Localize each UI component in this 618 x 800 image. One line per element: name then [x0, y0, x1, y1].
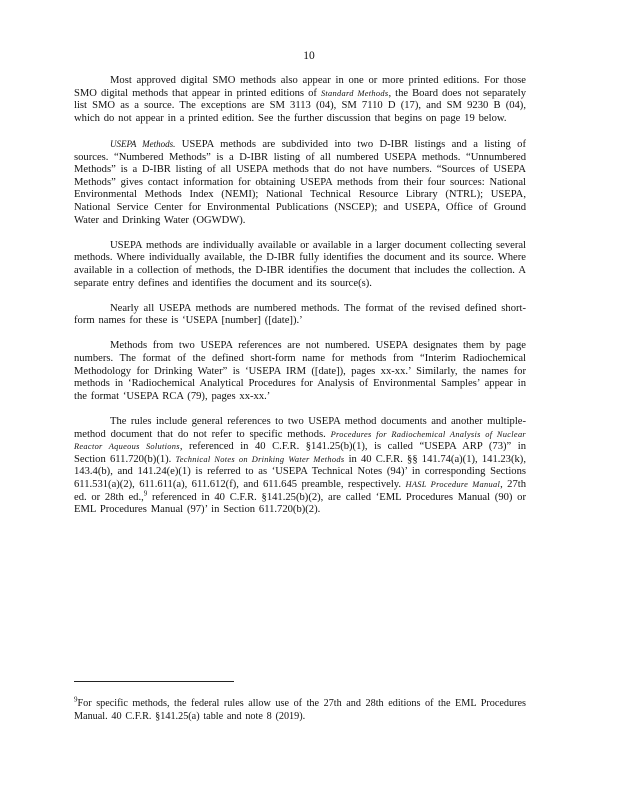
- paragraph-unnumbered-references: Methods from two USEPA references are not numbered. USEPA designates them by page numbers. The format of the defined short-form name for methods from “Interim Radiochemical Methodology for Drinking Water” is ‘USEPA IRM ([date]), pages xx-xx.’ Similarly, the names for methods in ‘Radiochemical Analytical Procedures for Analysis of Environmental Samples’ appear in the format ‘USEPA RCA (79), pages xx-xx.’: [74, 340, 526, 402]
- usepa-methods-heading: USEPA Methods.: [110, 138, 176, 149]
- procedures-title: Procedures for Radiochemical Analysis of Nuclear Reactor Aqueous Solutions: [74, 429, 526, 452]
- paragraph-numbered-methods: Nearly all USEPA methods are numbered methods. The format of the revised defined short-form names for these is ‘USEPA [number] ([date]).’: [74, 302, 526, 327]
- footnote: [74, 695, 526, 723]
- document-body: [74, 75, 526, 529]
- footnote-reference: 9: [143, 489, 148, 498]
- paragraph-availability: USEPA methods are individually available or available in a larger document collecting several methods. Where individually available, the D-IBR fully identifies the document and its source. Where available in a collection of methods, the D-IBR identifies the document that includes the collection. A separate entry defines and identifies the document and its source(s).: [74, 239, 526, 289]
- footnote-marker: 9: [74, 695, 78, 704]
- page-number: 10: [303, 50, 315, 62]
- standard-methods-title: Standard Methods: [320, 88, 389, 98]
- footnote-separator: [74, 681, 234, 682]
- paragraph-usepa-methods: USEPA Methods. USEPA methods are subdivided into two D-IBR listings and a listing of sources. “Numbered Methods” is a D-IBR listing of all numbered USEPA methods. “Unnumbered Methods” is a D-IBR listing of all USEPA methods that do not have numbers. “Sources of USEPA Methods” gives contact information for obtaining USEPA methods from their four sources: National Environmental Methods Index (NEMI); National Technical Resource Library (NTRL); USEPA, National Service Center for Environmental Publications (NSCEP); and USEPA, Office of Ground Water and Drinking Water (OGWDW).: [74, 138, 526, 226]
- footnote-text: For specific methods, the federal rules allow use of the 27th and 28th editions of the EML Procedures Manual. 40 C.F.R. §141.25(a) table and note 8 (2019).: [74, 698, 526, 722]
- paragraph-smo-methods: Most approved digital SMO methods also appear in one or more printed editions. For those SMO digital methods that appear in printed editions of Standard Methods, the Board does not separately list SMO as a source. The exceptions are SM 3113 (04), SM 7110 D (17), and SM 9230 B (04), which do not appear in a printed edition. See the further discussion that begins on page 19 below.: [74, 75, 526, 124]
- paragraph-general-references: The rules include general references to two USEPA method documents and another multiple-method document that do not refer to specific methods. Procedures for Radiochemical Analysis of Nuclear Reactor Aqueous Solutions, referenced in 40 C.F.R. §141.25(b)(1), is called “USEPA ARP (73)” in Section 611.720(b)(1). Technical Notes on Drinking Water Methods in 40 C.F.R. §§ 141.74(a)(1), 141.23(k), 143.4(b), and 141.24(e)(1) is referred to as ‘USEPA Technical Notes (94)’ in corresponding Sections 611.531(a)(2), 611.611(a), 611.612(f), and 611.645 preamble, respectively. HASL Procedure Manual, 27th ed. or 28th ed.,$^9$ referenced in 40 C.F.R. §141.25(b)(2), are called ‘EML Procedures Manual (90) or EML Procedures Manual (97)’ in Section 611.720(b)(2).: [74, 416, 526, 516]
- technical-notes-title: Technical Notes on Drinking Water Methods: [175, 454, 345, 464]
- hasl-manual-title: HASL Procedure Manual: [405, 480, 501, 489]
